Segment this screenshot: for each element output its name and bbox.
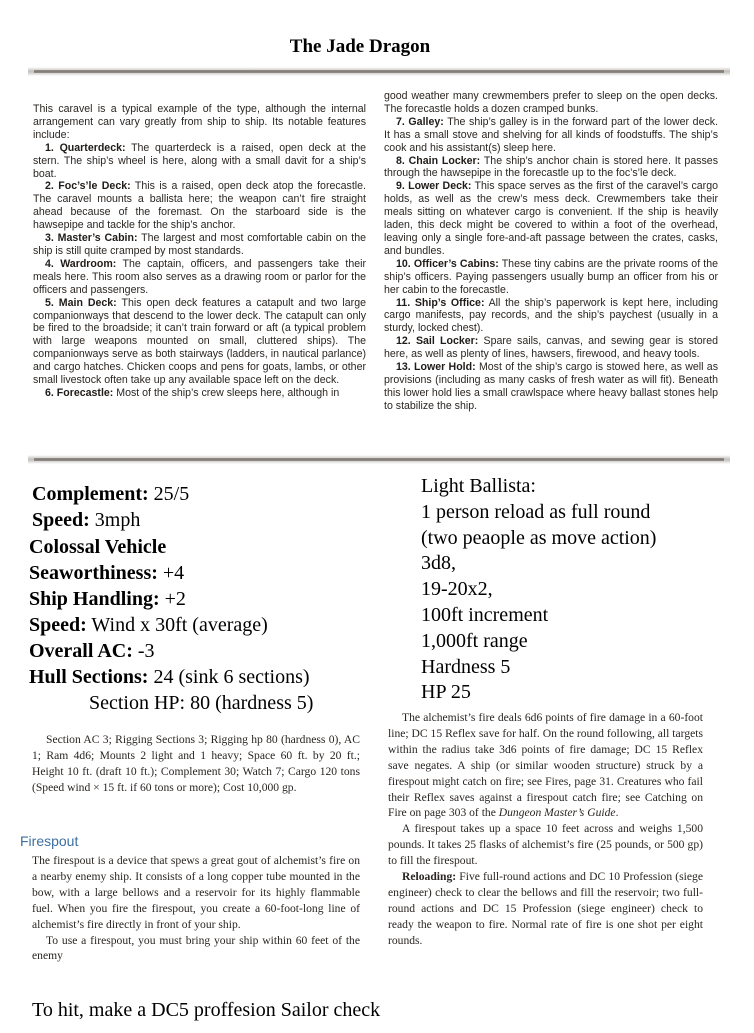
stat-overall-ac: Overall AC: -3	[29, 640, 155, 662]
list-item: 4. Wardroom: The captain, officers, and passengers take their meals here. This room also serves as a drawing room or parlor for the officers and passengers.	[33, 257, 366, 296]
continuation-paragraph: good weather many crewmembers prefer to sleep on the open decks. The forecastle holds a dozen cramped bunks.	[384, 90, 718, 115]
fire-space-paragraph: A firespout takes up a space 10 feet across and weighs 1,500 pounds. It takes 25 flasks of alchemist’s fire (25 pounds, or 500 gp) to fill the firespout.	[388, 822, 703, 868]
ballista-line: 1,000ft range	[421, 629, 528, 652]
ballista-heading: Light Ballista:	[421, 475, 536, 497]
stat-speed: Speed: 3mph	[32, 509, 141, 531]
ballista-line: HP 25	[421, 681, 471, 704]
ballista-line: 1 person reload as full round	[421, 500, 651, 523]
list-item: 3. Master’s Cabin: The largest and most comfortable cabin on the ship is still quite cramped by most standards.	[33, 232, 366, 257]
reloading-paragraph: Reloading: Five full-round actions and DC 10 Profession (siege engineer) check to clear the bellows and fill the reservoir; two full-round actions and DC 15 Profession (siege engineer) check to ready the weapon to fire. Normal rate of fire is one shot per eight rounds.	[388, 870, 703, 947]
firespout-heading: Firespout	[20, 833, 79, 849]
firespout-paragraph: To use a firespout, you must bring your ship within 60 feet of the enemy	[32, 933, 360, 963]
stat-vehicle-size: Colossal Vehicle	[29, 536, 167, 558]
stat-wind-speed: Speed: Wind x 30ft (average)	[29, 614, 268, 636]
list-item: 8. Chain Locker: The ship’s anchor chain is stored here. It passes through the hawsepipe in the forecastle up to the foc’s’le deck.	[384, 154, 718, 180]
list-item: 2. Foc’s’le Deck: This is a raised, open deck atop the forecastle. The caravel mounts a ballista here; the weapon can’t fire straight ahead because of the foremast. On the starboard side is the hawsepipe and tackle for the ship’s anchor.	[33, 180, 366, 232]
list-item: 5. Main Deck: This open deck features a catapult and two large companionways that descend to the lower deck. The catapult can only be fired to the broadside; it can’t train forward or aft (a typical problem with large weapons mounted on small, cluttered ships). The companionways serve as both stairways (ladders, in nautical parlance) and cargo hatches. Chicken coops and pens for goats, lambs, or other small livestock often take up any available space left on the deck.	[33, 296, 366, 387]
intro-paragraph: This caravel is a typical example of the type, although the internal arrangement can vary greatly from ship to ship. Its notable features include:	[33, 103, 366, 141]
firespout-paragraph: The firespout is a device that spews a great gout of alchemist’s fire on a nearby enemy ship. It consists of a long copper tube mounted in the bow, with a large bellows and a reservoir for its highly flammable fuel. When you fire the firespout, you create a 60-foot-long line of alchemist’s fire directly in front of your ship.	[32, 854, 360, 931]
right-column	[384, 90, 718, 413]
firespout-section	[32, 853, 360, 964]
stat-ship-handling: Ship Handling: +2	[29, 588, 186, 610]
stat-seaworthiness: Seaworthiness: +4	[29, 562, 185, 584]
ballista-line: Hardness 5	[421, 655, 511, 678]
ballista-line: 3d8,	[421, 552, 456, 575]
stat-section-hp: Section HP: 80 (hardness 5)	[89, 692, 314, 714]
to-hit-note: To hit, make a DC5 proffesion Sailor check	[32, 999, 381, 1021]
stat-hull-sections: Hull Sections: 24 (sink 6 sections)	[29, 666, 310, 688]
list-item: 13. Lower Hold: Most of the ship’s cargo is stowed here, as well as provisions (including as many casks of fresh water as will fit). Beneath this lower hold lies a small crawlspace where heavy ballast stones help to stabilize the ship.	[384, 361, 719, 412]
list-item: 9. Lower Deck: This space serves as the first of the caravel’s cargo holds, as well as the crew’s mess deck. Crewmembers take their meals sitting on whatever cargo is convenient. If the ship is heavily laden, this deck might be covered to within a foot of the overhead, leaving only a single fore-and-aft passage between the crates, casks, and bundles.	[384, 180, 718, 257]
list-item: 1. Quarterdeck: The quarterdeck is a raised, open deck at the stern. The ship’s wheel is here, along with a small davit for a ship’s boat.	[33, 141, 366, 180]
list-item: 11. Ship’s Office: All the ship’s paperwork is kept here, including cargo manifests, pay records, and the ship’s paychest (usually in a sturdy, locked chest).	[384, 296, 718, 335]
fire-damage-paragraph: The alchemist’s fire deals 6d6 points of fire damage in a 60-foot line; DC 15 Reflex save for half. On the round following, all targets within the radius take 3d6 points of fire damage; DC 15 Reflex save negates. A ship (or similar wooden structure) struck by a firespout might catch on fire; see Fires, page 31. Creatures who fail their Reflex saves against a firespout catch fire; see Catching on Fire on page 303 of the Dungeon Master’s Guide.	[388, 711, 703, 820]
ship-stats-paragraph: Section AC 3; Rigging Sections 3; Rigging hp 80 (hardness 0), AC 1; Ram 4d6; Mounts 2 light and 1 heavy; Space 60 ft. by 20 ft.; Height 10 ft. (draft 10 ft.); Complement 30; Watch 7; Cargo 120 tons (Speed wind × 15 ft. if 60 tons or more); Cost 10,000 gp.	[32, 733, 360, 794]
list-item: 12. Sail Locker: Spare sails, canvas, and sewing gear is stored here, as well as plenty of lines, hawsers, firewood, and heavy tools.	[384, 335, 718, 361]
middle-divider	[34, 458, 724, 461]
ballista-line: 19-20x2,	[421, 578, 493, 601]
top-divider	[34, 70, 724, 73]
ballista-block	[421, 474, 656, 706]
left-column	[33, 103, 366, 400]
ballista-line: (two peaople as move action)	[421, 526, 657, 549]
ballista-line: 100ft increment	[421, 603, 549, 626]
list-item: 10. Officer’s Cabins: These tiny cabins are the private rooms of the ship’s officers. Paying passengers usually bump an officer from his or her cabin to the forecastle.	[384, 257, 718, 296]
list-item: 7. Galley: The ship’s galley is in the forward part of the lower deck. It has a small stove and shelving for all kinds of foodstuffs. The ship’s cook and his assistant(s) sleep here.	[384, 115, 718, 154]
list-item: 6. Forecastle: Most of the ship’s crew sleeps here, although in	[45, 386, 340, 399]
stat-complement: Complement: 25/5	[32, 483, 190, 505]
page-title: The Jade Dragon	[289, 36, 431, 57]
fire-rules	[388, 710, 703, 949]
